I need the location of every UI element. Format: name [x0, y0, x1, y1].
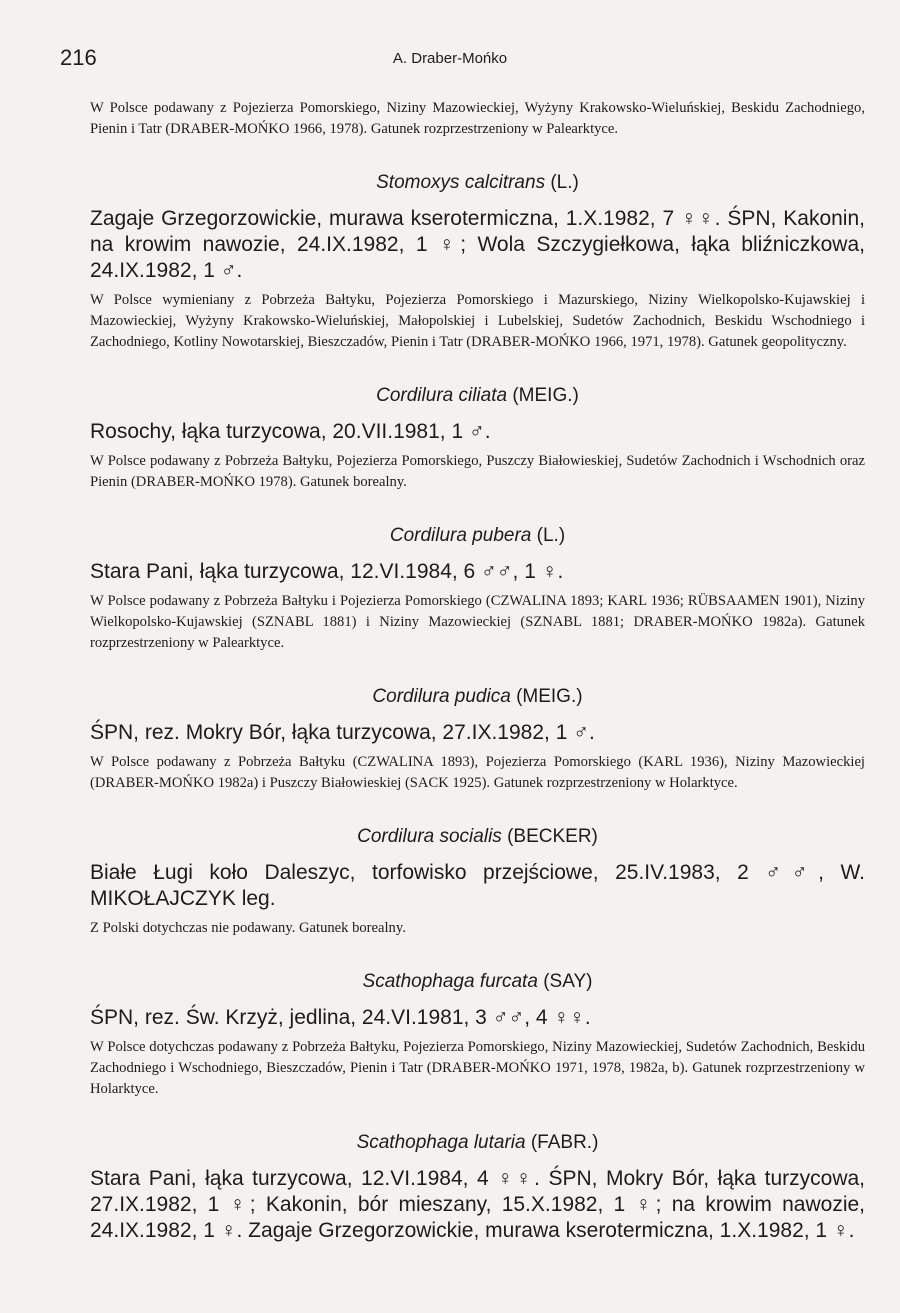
species-name: Cordilura pubera [389, 525, 532, 546]
species-name: Scathophaga lutaria [356, 1132, 526, 1153]
species-name: Cordilura socialis [357, 826, 502, 847]
species-heading [90, 525, 865, 547]
species-note: W Polsce dotychczas podawany z Pobrzeża Bałtyku, Pojezierza Pomorskiego, Niziny Mazowieckiej, Sudetów Zachodnich, Beskidu Zachodniego i Wschodniego, Bieszczadów, Pienin i Tatr (DRABER-MOŃKO 1971, 1978, 1982a, b). Gatunek rozprzestrzeniony w Holarktyce. [90, 1039, 865, 1097]
species-section [90, 826, 865, 939]
species-section [90, 385, 865, 493]
species-name: Cordilura pudica [372, 686, 511, 707]
species-heading [90, 686, 865, 708]
species-note: Z Polski dotychczas nie podawany. Gatunek borealny. [90, 920, 406, 936]
species-note: W Polsce wymieniany z Pobrzeża Bałtyku, Pojezierza Pomorskiego i Mazurskiego, Niziny Wielkopolsko-Kujawskiej i Mazowieckiej, Wyżyny Krakowsko-Wieluńskiej, Małopolskiej i Lubelskiej, Sudetów Zachodnich, Beskidu Wschodniego i Zachodniego, Kotliny Nowotarskiej, Bieszczadów, Pienin i Tatr (DRABER-MOŃKO 1966, 1971, 1978). Gatunek geopolityczny. [90, 292, 865, 350]
page-number: 216 [60, 45, 97, 70]
species-section [90, 525, 865, 654]
species-author: (MEIG.) [512, 385, 579, 406]
species-heading [90, 385, 865, 407]
species-section [90, 1132, 865, 1244]
species-note: W Polsce podawany z Pobrzeża Bałtyku i Pojezierza Pomorskiego (CZWALINA 1893; KARL 1936; RÜBSAAMEN 1901), Niziny Wielkopolsko-Kujawskiej (SZNABL 1881) i Niziny Mazowieckiej (SZNABL 1881; DRABER-MOŃKO 1982a). Gatunek rozprzestrzeniony w Palearktyce. [90, 593, 865, 651]
article-body [90, 98, 865, 1250]
species-section [90, 971, 865, 1100]
section-note: W Polsce podawany z Pojezierza Pomorskiego, Niziny Mazowieckiej, Wyżyny Krakowsko-Wieluńskiej, Beskidu Zachodniego, Pienin i Tatr (DRABER-MOŃKO 1966, 1978). Gatunek rozprzestrzeniony w Palearktyce. [90, 100, 865, 137]
species-note: W Polsce podawany z Pobrzeża Bałtyku, Pojezierza Pomorskiego, Puszczy Białowieskiej, Sudetów Zachodnich i Wschodnich oraz Pienin (DRABER-MOŃKO 1978). Gatunek borealny. [90, 453, 865, 490]
species-author: (FABR.) [530, 1132, 599, 1153]
species-author: (L.) [536, 525, 566, 546]
species-author: (BECKER) [507, 826, 598, 847]
species-heading [90, 1132, 865, 1154]
species-record: Stara Pani, łąka turzycowa, 12.VI.1984, 4 ♀♀. ŚPN, Mokry Bór, łąka turzycowa, 27.IX.1982, 1 ♀; Kakonin, bór mieszany, 15.X.1982, 1 ♀; na krowim nawozie, 24.IX.1982, 1 ♀. Zagaje Grzegorzowickie, murawa kserotermiczna, 1.X.1982, 1 ♀. [90, 1167, 865, 1242]
species-record: Białe Ługi koło Daleszyc, torfowisko przejściowe, 25.IV.1983, 2 ♂♂, W. MIKOŁAJCZYK leg. [90, 861, 865, 910]
species-heading [90, 826, 865, 848]
species-record: Stara Pani, łąka turzycowa, 12.VI.1984, 6 ♂♂, 1 ♀. [90, 560, 564, 583]
species-section [90, 172, 865, 353]
species-record: ŚPN, rez. Św. Krzyż, jedlina, 24.VI.1981, 3 ♂♂, 4 ♀♀. [90, 1006, 591, 1029]
species-heading [90, 172, 865, 194]
species-name: Stomoxys calcitrans [376, 172, 546, 193]
species-author: (L.) [550, 172, 579, 193]
page-header [60, 45, 840, 75]
species-author: (MEIG.) [516, 686, 583, 707]
species-record: Zagaje Grzegorzowickie, murawa kserotermiczna, 1.X.1982, 7 ♀♀. ŚPN, Kakonin, na krowim nawozie, 24.IX.1982, 1 ♀; Wola Szczygiełkowa, łąka bliźniczkowa, 24.IX.1982, 1 ♂. [90, 207, 865, 282]
species-note: W Polsce podawany z Pobrzeża Bałtyku (CZWALINA 1893), Pojezierza Pomorskiego (KARL 1936), Niziny Mazowieckiej (DRABER-MOŃKO 1982a) i Puszczy Białowieskiej (SACK 1925). Gatunek rozprzestrzeniony w Holarktyce. [90, 754, 865, 791]
species-section [90, 686, 865, 794]
species-name: Cordilura ciliata [376, 385, 508, 406]
species-author: (SAY) [543, 971, 593, 992]
species-record: ŚPN, rez. Mokry Bór, łąka turzycowa, 27.IX.1982, 1 ♂. [90, 721, 595, 744]
species-record: Rosochy, łąka turzycowa, 20.VII.1981, 1 ♂. [90, 420, 491, 443]
species-name: Scathophaga furcata [362, 971, 538, 992]
species-heading [90, 971, 865, 993]
running-head: A. Draber-Mońko [392, 50, 508, 67]
